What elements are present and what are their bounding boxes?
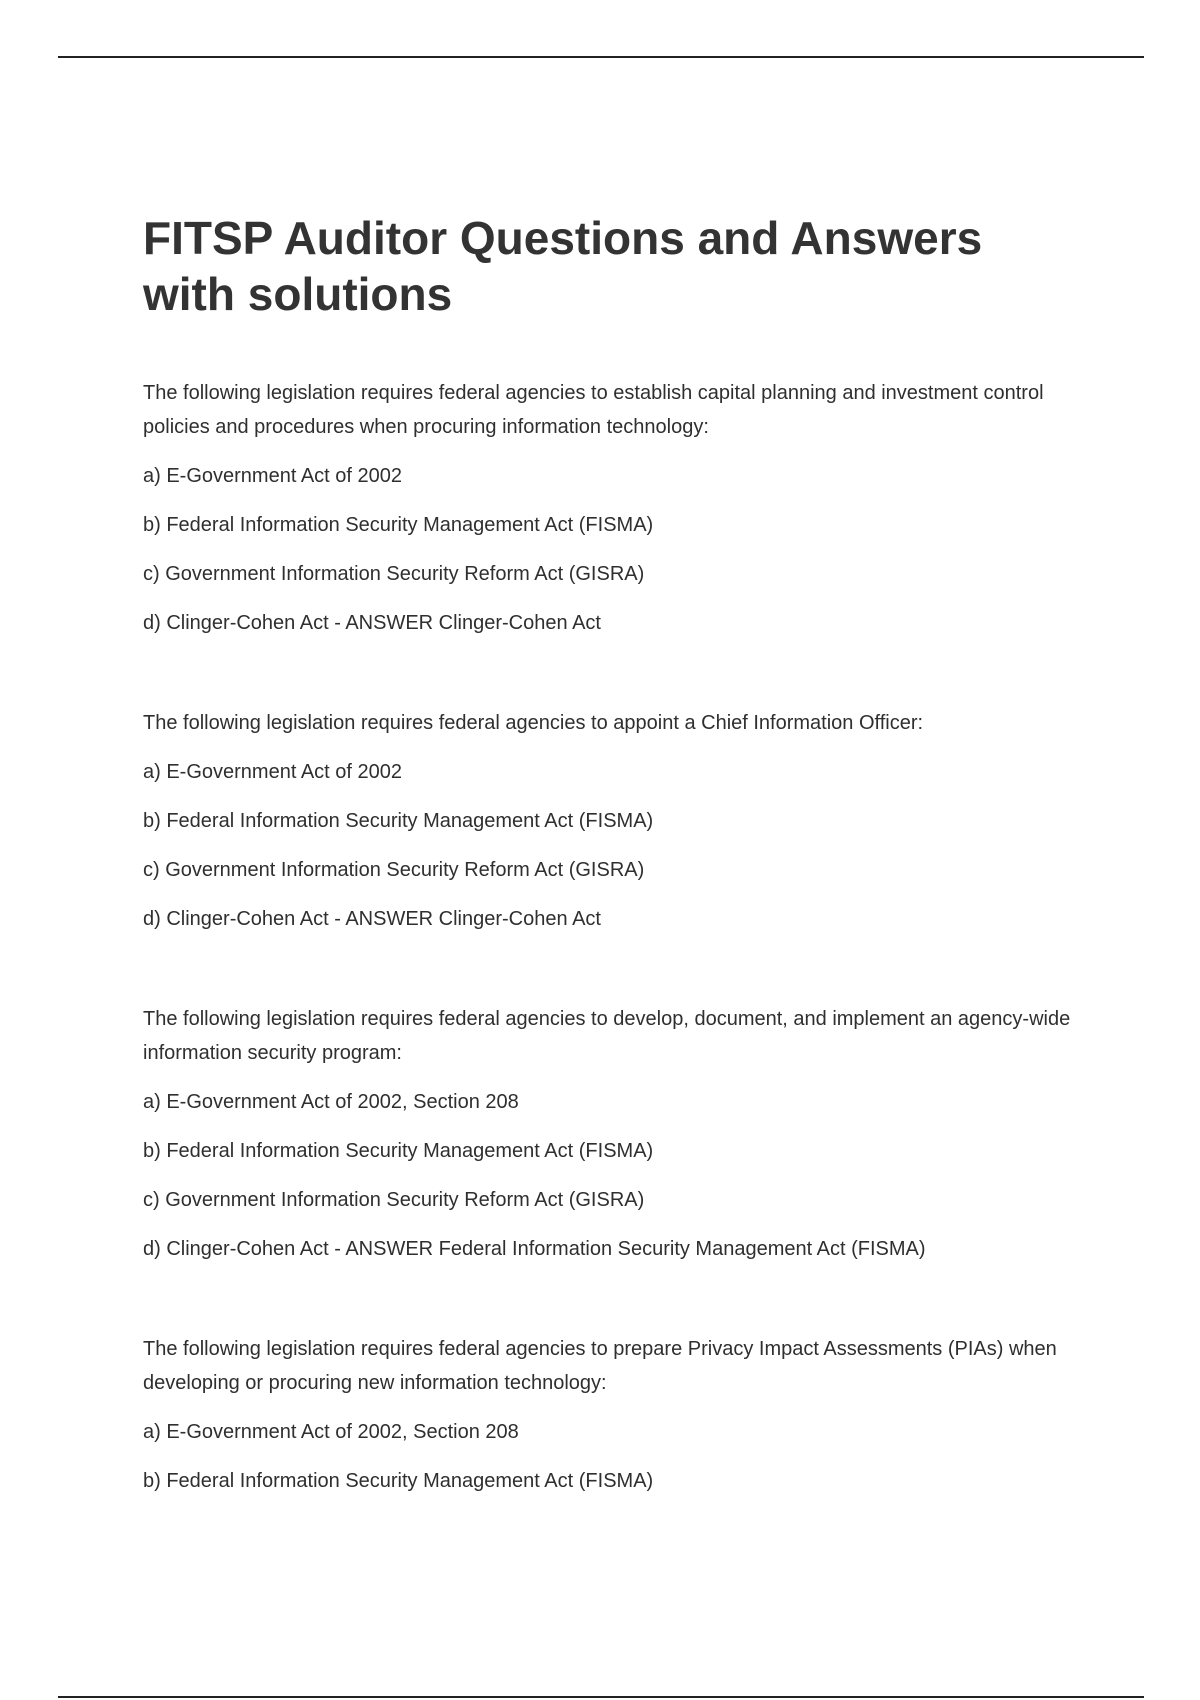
document-body <box>143 210 1083 1498</box>
answer-option: c) Government Information Security Reform Act (GISRA) <box>143 1189 645 1211</box>
question-text: The following legislation requires federal agencies to prepare Privacy Impact Assessments (PIAs) when developing or procuring new information technology: <box>143 1338 1057 1394</box>
question-block <box>143 1002 1083 1266</box>
answer-option: c) Government Information Security Reform Act (GISRA) <box>143 563 645 585</box>
answer-option: b) Federal Information Security Management Act (FISMA) <box>143 1140 654 1162</box>
answer-option: a) E-Government Act of 2002, Section 208 <box>143 1421 519 1443</box>
document-title: FITSP Auditor Questions and Answers with solutions <box>143 212 983 320</box>
question-text: The following legislation requires federal agencies to develop, document, and implement an agency-wide information security program: <box>143 1008 1071 1064</box>
question-block <box>143 1332 1083 1498</box>
answer-option: d) Clinger-Cohen Act - ANSWER Federal Information Security Management Act (FISMA) <box>143 1238 926 1260</box>
answer-option: c) Government Information Security Reform Act (GISRA) <box>143 859 645 881</box>
question-text: The following legislation requires federal agencies to establish capital planning and investment control policies and procedures when procuring information technology: <box>143 382 1044 438</box>
answer-option: a) E-Government Act of 2002 <box>143 465 403 487</box>
answer-option: b) Federal Information Security Management Act (FISMA) <box>143 1470 654 1492</box>
question-block <box>143 376 1083 640</box>
answer-option: d) Clinger-Cohen Act - ANSWER Clinger-Cohen Act <box>143 612 601 634</box>
question-text: The following legislation requires federal agencies to appoint a Chief Information Officer: <box>143 712 924 734</box>
answer-option: d) Clinger-Cohen Act - ANSWER Clinger-Cohen Act <box>143 908 601 930</box>
answer-option: b) Federal Information Security Management Act (FISMA) <box>143 514 654 536</box>
question-block <box>143 706 1083 936</box>
header-rule <box>58 56 1144 58</box>
answer-option: b) Federal Information Security Management Act (FISMA) <box>143 810 654 832</box>
answer-option: a) E-Government Act of 2002 <box>143 761 403 783</box>
footer-rule <box>58 1696 1144 1698</box>
answer-option: a) E-Government Act of 2002, Section 208 <box>143 1091 519 1113</box>
